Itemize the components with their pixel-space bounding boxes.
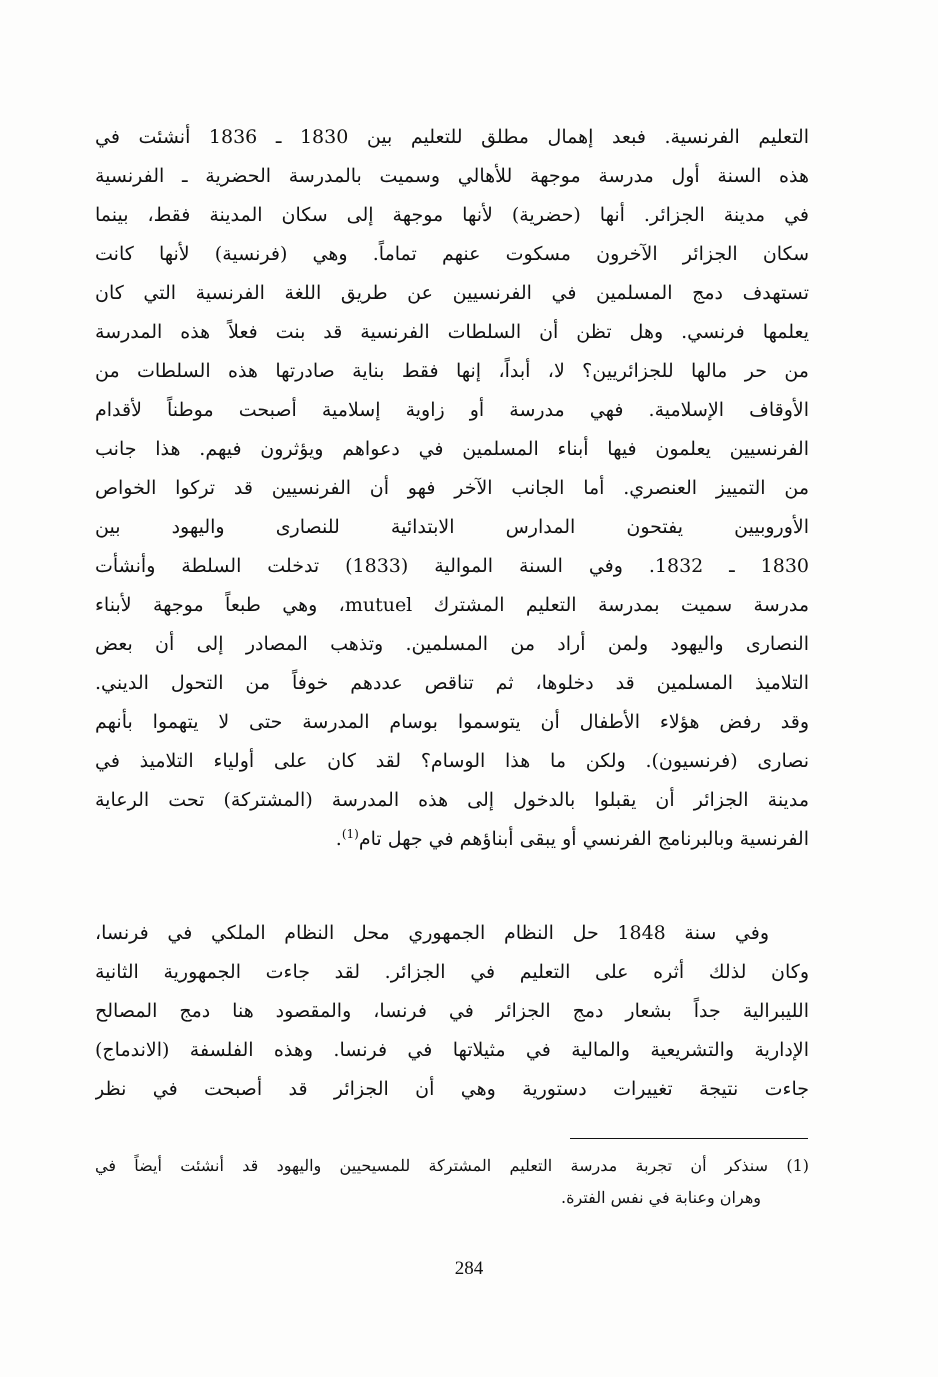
text-line: الأوروبيين يفتحون المدارس الابتدائية للنصارى واليهود بين: [95, 516, 809, 538]
text-line: النصارى واليهود ولمن أراد من المسلمين. وتذهب المصادر إلى أن بعض: [95, 633, 809, 655]
text-line: التعليم الفرنسية. فبعد إهمال مطلق للتعليم بين 1830 ـ 1836 أنشئت في: [95, 126, 809, 148]
text-line-indented: وفي سنة 1848 حل النظام الجمهوري محل النظام الملكي في فرنسا،: [95, 922, 770, 944]
text-line: وقد رفض هؤلاء الأطفال أن يتوسموا بوسام المدرسة حتى لا يتهموا بأنهم: [95, 711, 809, 733]
text-line: سكان الجزائر الآخرون مسكوت عنهم تماماً. وهي (فرنسية) لأنها كانت: [95, 243, 809, 265]
text-line: يعلمها فرنسي. وهل تظن أن السلطات الفرنسية قد بنت فعلاً هذه المدرسة: [95, 321, 809, 343]
footnote-divider: [570, 1138, 808, 1139]
page-number: 284: [454, 1258, 484, 1279]
text-line-last: [95, 820, 809, 859]
text-line: من التمييز العنصري. أما الجانب الآخر فهو أن الفرنسيين قد تركوا الخواص: [95, 477, 809, 499]
text-line-content: الفرنسية وبالبرنامج الفرنسي أو يبقى أبناؤهم في جهل تام: [358, 828, 809, 850]
text-line: نصارى (فرنسيون). ولكن ما هذا الوسام؟ لقد كان على أولياء التلاميذ في: [95, 750, 809, 772]
text-line: من حر مالها للجزائريين؟ لا، أبداً، إنها فقط بناية صادرتها هذه السلطات من: [95, 360, 809, 382]
text-line: مدينة الجزائر أن يقبلوا بالدخول إلى هذه المدرسة (المشتركة) تحت الرعاية: [95, 789, 809, 811]
text-line: 1830 ـ 1832. وفي السنة الموالية (1833) تدخلت السلطة وأنشأت: [95, 555, 809, 577]
text-line: في مدينة الجزائر. أنها (حضرية) لأنها موجهة إلى سكان المدينة فقط، بينما: [95, 204, 809, 226]
text-line: الفرنسيين يعلمون فيها أبناء المسلمين في دعواهم ويؤثرون فيهم. هذا جانب: [95, 438, 809, 460]
main-paragraph: [95, 118, 809, 859]
text-line: هذه السنة أول مدرسة موجهة للأهالي وسميت بالمدرسة الحضرية ـ الفرنسية: [95, 165, 809, 187]
text-line: التلاميذ المسلمين قد دخلوها، ثم تناقص عددهم خوفاً من التحول الديني.: [95, 672, 809, 694]
footnote-reference[interactable]: (1): [341, 827, 359, 841]
text-line: تستهدف دمج المسلمين في الفرنسيين عن طريق اللغة الفرنسية التي كان: [95, 282, 809, 304]
text-line: الأوقاف الإسلامية. فهي مدرسة أو زاوية إسلامية أصبحت موطناً لأقدام: [95, 399, 809, 421]
text-line: مدرسة سميت بمدرسة التعليم المشترك mutuel، وهي طبعاً موجهة لأبناء: [95, 594, 809, 616]
text-line: جاءت نتيجة تغييرات دستورية وهي أن الجزائر قد أصبحت في نظر: [95, 1078, 809, 1100]
footnote-line-continuation: وهران وعنابة في نفس الفترة.: [560, 1188, 761, 1207]
text-line: الإدارية والتشريعية والمالية في مثيلاتها في فرنسا. وهذه الفلسفة (الاندماج): [95, 1039, 809, 1061]
text-line: الليبرالية جداً بشعار دمج الجزائر في فرنسا، والمقصود هنا دمج المصالح: [95, 1000, 809, 1022]
footnote-line: (1) سنذكر أن تجربة مدرسة التعليم المشتركة للمسيحيين واليهود قد أنشئت أيضاً في: [95, 1156, 809, 1175]
sentence-end: .: [335, 828, 342, 850]
second-paragraph: [95, 914, 809, 1109]
footnote-section: [95, 1150, 809, 1214]
text-line: وكان لذلك أثره على التعليم في الجزائر. لقد جاءت الجمهورية الثانية: [95, 961, 809, 983]
